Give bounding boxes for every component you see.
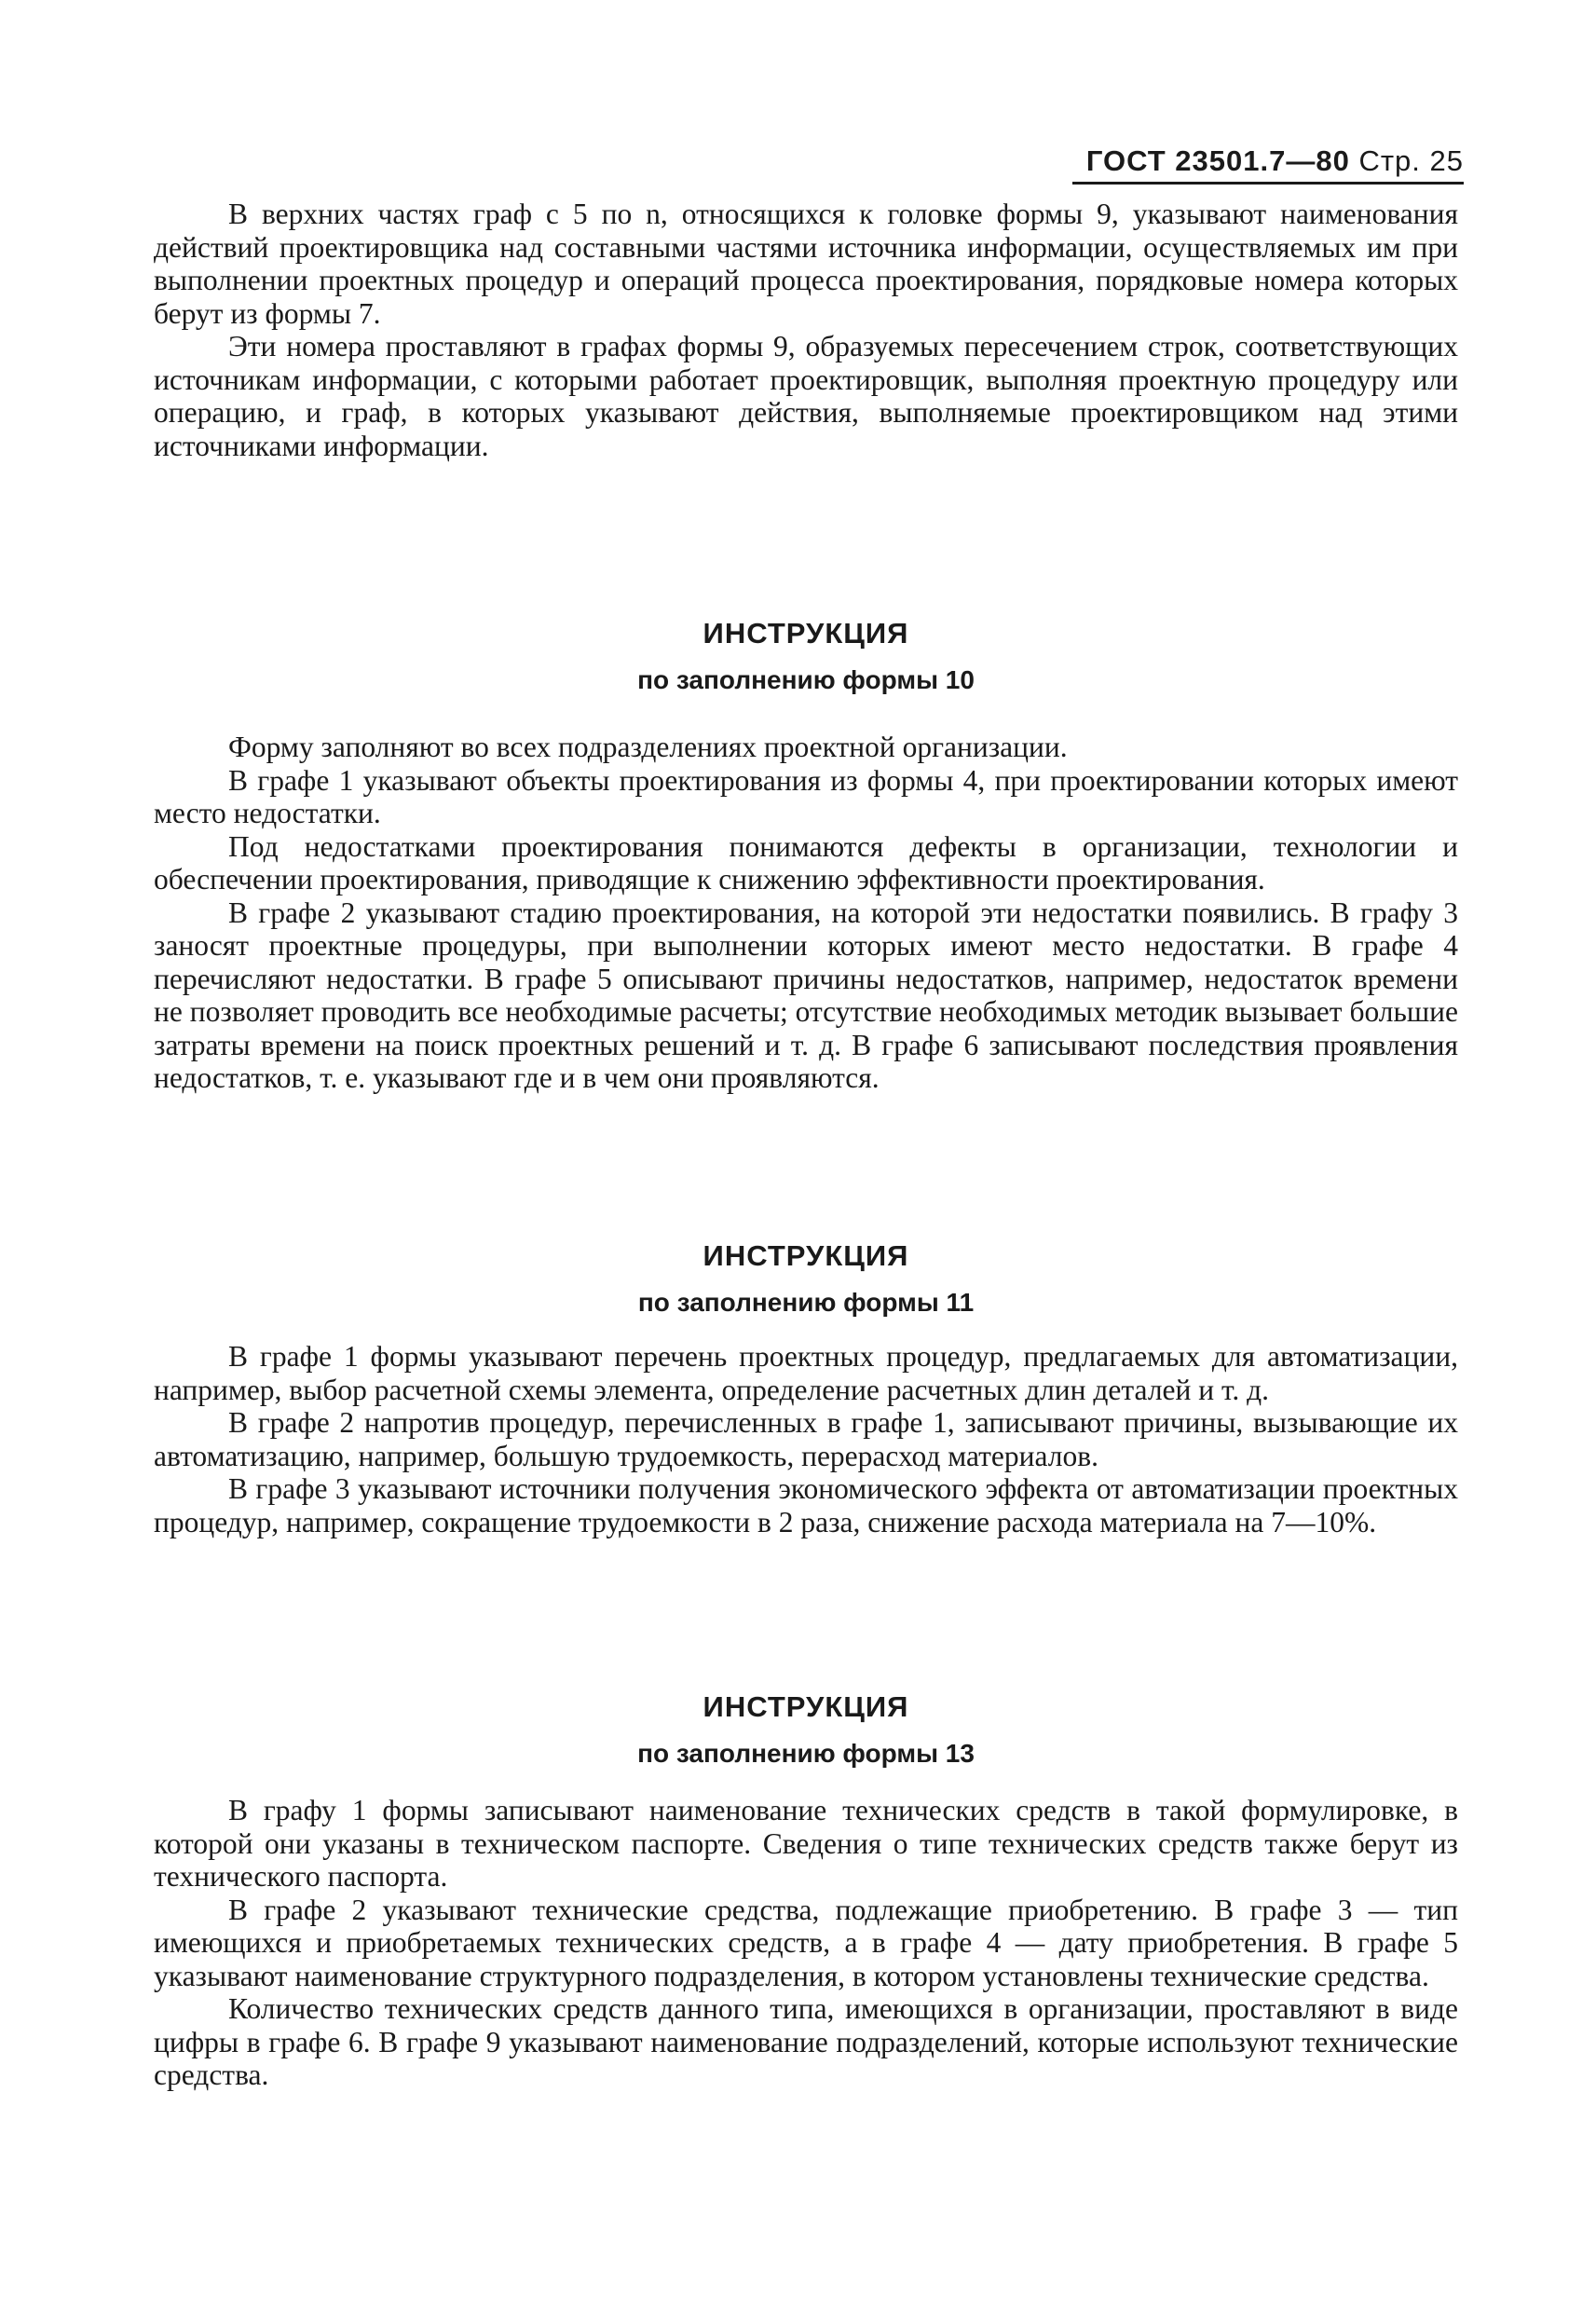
section-heading-form-13	[154, 1689, 1458, 1772]
section-title: ИНСТРУКЦИЯ	[703, 1690, 909, 1723]
section-body-form-13	[154, 1794, 1458, 2092]
section-subtitle: по заполнению формы 10	[637, 665, 975, 694]
section-subtitle: по заполнению формы 13	[637, 1739, 975, 1768]
section-subtitle: по заполнению формы 11	[637, 1288, 975, 1317]
paragraph: В графе 2 напротив процедур, перечисленных в графе 1, записывают причины, вызывающие их автоматизацию, например, большую трудоемкость, перерасход материалов.	[154, 1406, 1458, 1472]
paragraph: В графе 2 указывают технические средства, подлежащие приобретению. В графе 3 — тип имеющихся и приобретаемых технических средств, а в графе 4 — дату приобретения. В графе 5 указывают наименование структурного подразделения, в котором установлены технические средства.	[154, 1893, 1458, 1992]
paragraph: Форму заполняют во всех подразделениях проектной организации.	[228, 731, 1068, 763]
paragraph: В графе 1 формы указывают перечень проектных процедур, предлагаемых для автоматизации, например, выбор расчетной схемы элемента, определение расчетных длин деталей и т. д.	[154, 1340, 1458, 1406]
section-title: ИНСТРУКЦИЯ	[703, 617, 909, 650]
paragraph: Количество технических средств данного типа, имеющихся в организации, проставляют в виде цифры в графе 6. В графе 9 указывают наименование подразделений, которые используют технические средства.	[154, 1992, 1458, 2091]
section-heading-form-10	[154, 615, 1458, 699]
paragraph: В верхних частях граф с 5 по n, относящихся к головке формы 9, указывают наименования действий проектировщика над составными частями источника информации, осуществляемых им при выполнении проектных процедур и операций процесса проектирования, порядковые номера которых берут из формы 7.	[154, 198, 1458, 330]
paragraph: Под недостатками проектирования понимаются дефекты в организации, технологии и обеспечении проектирования, приводящие к снижению эффективности проектирования.	[154, 829, 1458, 896]
page-number: Стр. 25	[1358, 144, 1464, 177]
paragraph: В графе 2 указывают стадию проектирования, на которой эти недостатки появились. В графу 3 заносят проектные процедуры, при выполнении которых имеют место недостатки. В графе 4 перечисляют недостатки. В графе 5 описывают причины недостатков, например, недостаток времени не позволяет проводить все необходимые расчеты; отсутствие необходимых методик вызывает большие затраты времени на поиск проектных решений и т. д. В графе 6 записывают последствия проявления недостатков, т. е. указывают где и в чем они проявляются.	[154, 896, 1458, 1094]
paragraph: В графе 3 указывают источники получения экономического эффекта от автоматизации проектных процедур, например, сокращение трудоемкости в 2 раза, снижение расхода материала на 7—10%.	[154, 1472, 1458, 1538]
paragraph: В графе 1 указывают объекты проектирования из формы 4, при проектировании которых имеют место недостатки.	[154, 763, 1458, 829]
section-heading-form-11	[154, 1238, 1458, 1321]
paragraph: В графу 1 формы записывают наименование технических средств в такой формулировке, в которой они указаны в техническом паспорте. Сведения о типе технических средств также берут из технического паспорта.	[154, 1794, 1458, 1893]
intro-text	[154, 198, 1458, 462]
page-header	[1072, 144, 1464, 185]
standard-number: ГОСТ 23501.7—80	[1085, 144, 1350, 177]
section-body-form-10	[154, 731, 1458, 1095]
paragraph: Эти номера проставляют в графах формы 9, образуемых пересечением строк, соответствующих источникам информации, с которыми работает проектировщик, выполняя проектную процедуру или операцию, и граф, в которых указывают действия, выполняемые проектировщиком над этими источниками информации.	[154, 330, 1458, 462]
section-body-form-11	[154, 1340, 1458, 1538]
section-title: ИНСТРУКЦИЯ	[703, 1239, 909, 1272]
